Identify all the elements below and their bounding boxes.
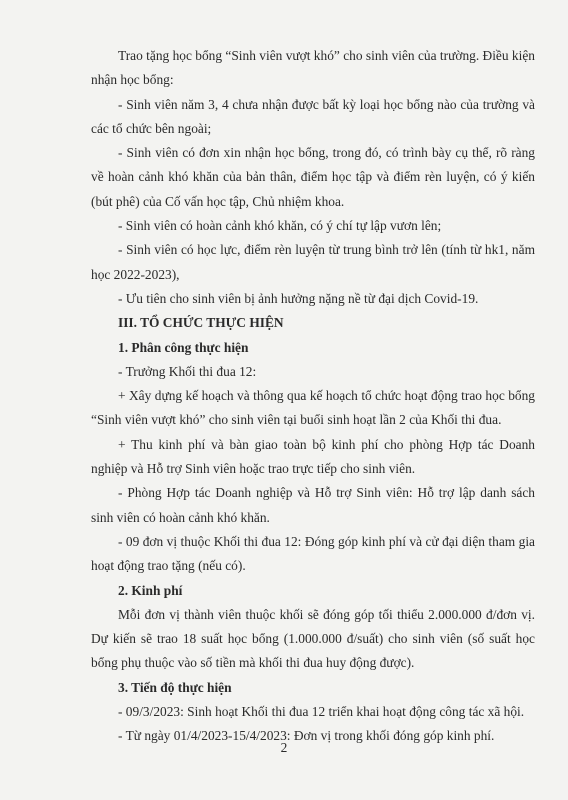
schedule-item: - 09/3/2023: Sinh hoạt Khối thi đua 12 triển khai hoạt động công tác xã hội. bbox=[118, 704, 525, 720]
subsection-heading: 3. Tiến độ thực hiện bbox=[118, 679, 232, 695]
assignment-subitem: + Thu kinh phí và bàn giao toàn bộ kinh phí cho phòng Hợp tác Doanh nghiệp và Hỗ trợ Sinh viên hoặc trao trực tiếp cho sinh viên. bbox=[91, 436, 535, 477]
condition-item: - Sinh viên có hoàn cảnh khó khăn, có ý chí tự lập vươn lên; bbox=[118, 218, 442, 234]
subsection-heading: 1. Phân công thực hiện bbox=[118, 339, 249, 355]
page-number: 2 bbox=[280, 740, 288, 755]
assignment-item: - 09 đơn vị thuộc Khối thi đua 12: Đóng góp kinh phí và cử đại diện tham gia hoạt động trao tặng (nếu có). bbox=[91, 533, 535, 574]
subsection-heading: 2. Kinh phí bbox=[118, 582, 183, 598]
intro-paragraph: Trao tặng học bổng “Sinh viên vượt khó” cho sinh viên của trường. Điều kiện nhận học bổng: bbox=[91, 48, 535, 88]
funding-paragraph: Mỗi đơn vị thành viên thuộc khối sẽ đóng góp tối thiểu 2.000.000 đ/đơn vị. Dự kiến sẽ trao 18 suất học bổng (1.000.000 đ/suất) cho sinh viên (số suất học bổng phụ thuộc vào số tiền mà khối thi đua huy động được). bbox=[91, 606, 535, 671]
condition-item: - Sinh viên có đơn xin nhận học bổng, trong đó, có trình bày cụ thể, rõ ràng về hoàn cảnh khó khăn của bản thân, điểm học tập và điểm rèn luyện, có ý kiến (bút phê) của Cố vấn học tập, Chủ nhiệm khoa. bbox=[91, 145, 535, 209]
assignment-item: - Phòng Hợp tác Doanh nghiệp và Hỗ trợ Sinh viên: Hỗ trợ lập danh sách sinh viên có hoàn cảnh khó khăn. bbox=[91, 485, 535, 525]
condition-item: - Sinh viên năm 3, 4 chưa nhận được bất kỳ loại học bổng nào của trường và các tổ chức bên ngoài; bbox=[91, 96, 535, 136]
condition-item: - Ưu tiên cho sinh viên bị ảnh hưởng nặng nề từ đại dịch Covid-19. bbox=[118, 290, 479, 306]
condition-item: - Sinh viên có học lực, điểm rèn luyện từ trung bình trở lên (tính từ hk1, năm học 2022-2023), bbox=[91, 242, 535, 282]
assignment-subitem: + Xây dựng kế hoạch và thông qua kế hoạch tổ chức hoạt động trao học bổng “Sinh viên vượt khó” cho sinh viên tại buổi sinh hoạt lần 2 của Khối thi đua. bbox=[91, 388, 535, 428]
assignment-item: - Trưởng Khối thi đua 12: bbox=[118, 363, 257, 379]
section-heading: III. TỔ CHỨC THỰC HIỆN bbox=[118, 315, 284, 331]
document-body bbox=[91, 44, 535, 749]
schedule-item: - Từ ngày 01/4/2023-15/4/2023: Đơn vị trong khối đóng góp kinh phí. bbox=[118, 728, 495, 744]
